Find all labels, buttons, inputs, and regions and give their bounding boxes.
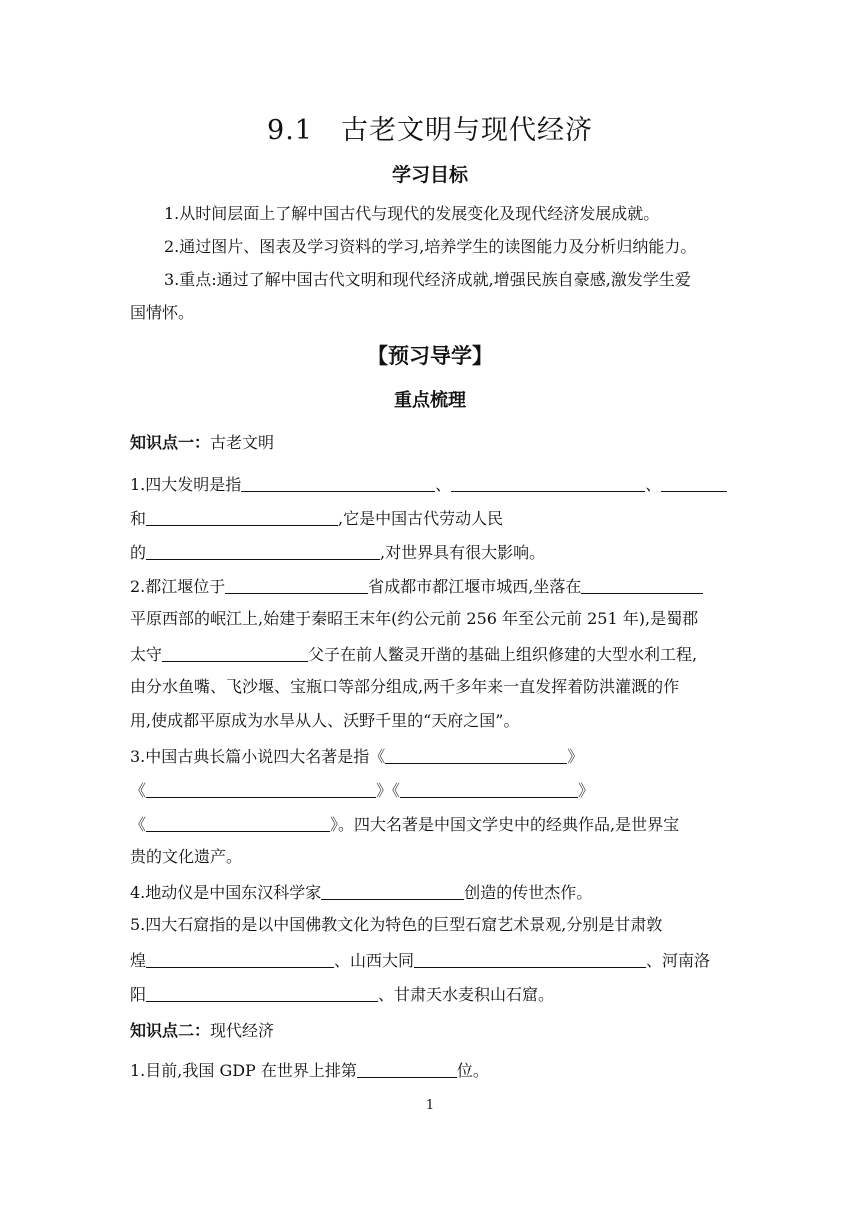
- answer-blank[interactable]: [385, 747, 567, 764]
- page-title: 9.1 古老文明与现代经济: [267, 115, 593, 146]
- q3-text: 》: [567, 747, 584, 766]
- kp1-q1-line3: [130, 541, 730, 563]
- q4-text: 4.地动仪是中国东汉科学家: [130, 883, 322, 902]
- answer-blank[interactable]: [321, 883, 464, 900]
- kp1-q3-line2: [130, 779, 730, 801]
- answer-blank[interactable]: [581, 577, 703, 594]
- kp1-q2-line4: 由分水鱼嘴、飞沙堰、宝瓶口等部分组成,两千多年来一直发挥着防洪灌溉的作: [130, 677, 680, 696]
- q5-text: 、河南洛: [646, 951, 711, 970]
- answer-blank[interactable]: [357, 1061, 457, 1078]
- answer-blank[interactable]: [414, 951, 646, 968]
- kp2-q1-text: 位。: [456, 1061, 489, 1080]
- answer-blank[interactable]: [162, 645, 308, 662]
- answer-blank[interactable]: [661, 475, 727, 492]
- q3-text: 》: [578, 781, 595, 800]
- goal-item-1: 1.从时间层面上了解中国古代与现代的发展变化及现代经济发展成就。: [164, 204, 660, 223]
- kp2-topic: 现代经济: [210, 1021, 275, 1040]
- q5-text: 、甘肃天水麦积山石窟。: [378, 985, 555, 1004]
- kp1-label: 知识点一：: [130, 433, 211, 452]
- q2-text: 太守: [130, 645, 163, 664]
- answer-blank[interactable]: [146, 815, 330, 832]
- q1-text: 1.四大发明是指: [130, 475, 242, 494]
- answer-blank[interactable]: [241, 475, 435, 492]
- kp1-heading: [130, 433, 730, 453]
- kp1-q2-line5: 用,使成都平原成为水旱从人、沃野千里的“天府之国”。: [130, 711, 520, 730]
- page-number: 1: [425, 1098, 435, 1113]
- q3-text: 3.中国古典长篇小说四大名著是指《: [130, 747, 386, 766]
- kp1-q2-line1: [130, 575, 730, 597]
- answer-blank[interactable]: [146, 509, 338, 526]
- q3-text: 》。四大名著是中国文学史中的经典作品,是世界宝: [330, 815, 680, 834]
- q2-text: 2.都江堰位于: [130, 577, 226, 596]
- kp2-heading: [130, 1021, 730, 1041]
- q1-text: 的: [130, 543, 147, 562]
- kp1-q3-line1: [130, 745, 730, 767]
- goal-item-3: 3.重点:通过了解中国古代文明和现代经济成就,增强民族自豪感,激发学生爱: [164, 270, 691, 289]
- kp1-topic: 古老文明: [210, 433, 275, 452]
- answer-blank[interactable]: [400, 781, 578, 798]
- answer-blank[interactable]: [146, 951, 334, 968]
- answer-blank[interactable]: [225, 577, 368, 594]
- kp1-q3-line3: [130, 813, 730, 835]
- kp1-q5-line2: [130, 949, 730, 971]
- kp2-q1-text: 1.目前,我国 GDP 在世界上排第: [130, 1061, 357, 1080]
- kp1-q2-line3: [130, 643, 730, 665]
- preview-heading: 【预习导学】: [367, 344, 493, 368]
- kp1-q5-line3: [130, 983, 730, 1005]
- answer-blank[interactable]: [146, 543, 380, 560]
- answer-blank[interactable]: [146, 985, 378, 1002]
- kp2-label: 知识点二：: [130, 1021, 211, 1040]
- answer-blank[interactable]: [451, 475, 645, 492]
- q5-text: 、山西大同: [334, 951, 415, 970]
- q1-text: ,它是中国古代劳动人民: [338, 509, 504, 528]
- q1-text: ,对世界具有很大影响。: [380, 543, 546, 562]
- q3-text: 《: [130, 781, 147, 800]
- kp1-q1-line2: [130, 507, 730, 529]
- kp1-q5-line1: 5.四大石窟指的是以中国佛教文化为特色的巨型石窟艺术景观,分别是甘肃敦: [130, 915, 663, 934]
- q5-text: 阳: [130, 985, 147, 1004]
- q3-text: 《: [130, 815, 147, 834]
- q2-text: 父子在前人鳖灵开凿的基础上组织修建的大型水利工程,: [308, 645, 698, 664]
- q1-text: 、: [645, 475, 662, 494]
- kp1-q1-line1: [130, 473, 730, 495]
- q5-text: 煌: [130, 951, 147, 970]
- kp2-q1: [130, 1059, 730, 1081]
- q1-text: 、: [435, 475, 452, 494]
- q3-text: 》《: [376, 781, 401, 800]
- q2-text: 省成都市都江堰市城西,坐落在: [368, 577, 582, 596]
- goals-heading: 学习目标: [391, 164, 468, 186]
- goal-item-2: 2.通过图片、图表及学习资料的学习,培养学生的读图能力及分析归纳能力。: [164, 237, 697, 256]
- focus-heading: 重点梳理: [394, 390, 466, 411]
- q4-text: 创造的传世杰作。: [464, 883, 593, 902]
- kp1-q3-line4: 贵的文化遗产。: [130, 847, 243, 866]
- goal-item-3-continued: 国情怀。: [130, 303, 195, 322]
- answer-blank[interactable]: [146, 781, 376, 798]
- kp1-q2-line2: 平原西部的岷江上,始建于秦昭王末年(约公元前 256 年至公元前 251 年),是蜀郡: [130, 609, 699, 628]
- q1-text: 和: [130, 509, 147, 528]
- kp1-q4: [130, 881, 730, 903]
